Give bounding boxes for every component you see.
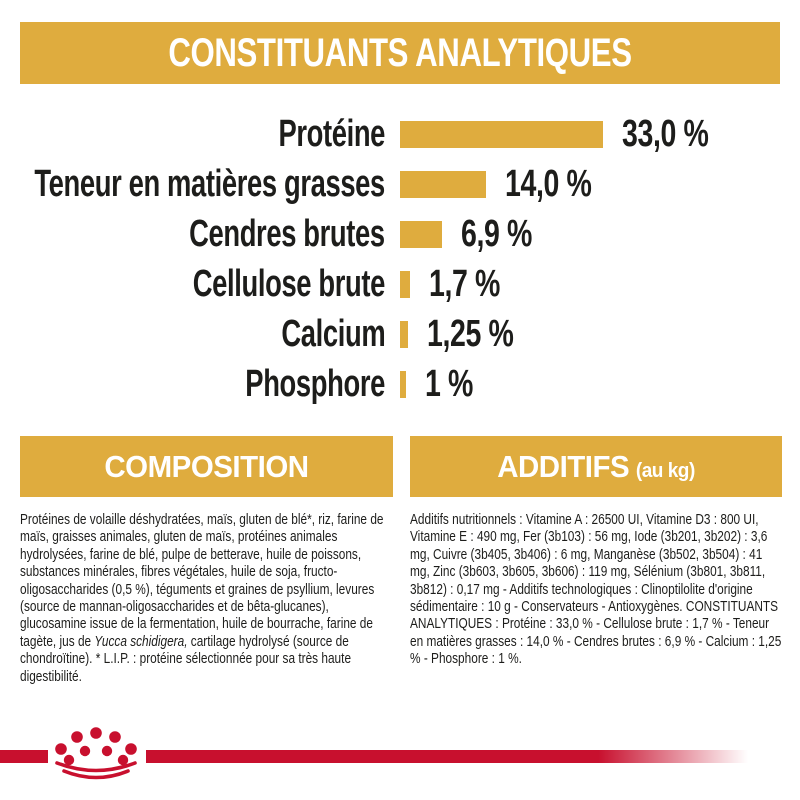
chart-bar	[400, 321, 408, 348]
chart-row	[0, 109, 800, 159]
composition-text-part2: cartilage hydrolysé (source de chondroïtine). * L.I.P. : protéine sélectionnée pour sa très haute digestibilité.	[20, 632, 352, 685]
chart-row	[0, 259, 800, 309]
chart-row-label: Phosphore	[245, 362, 385, 405]
composition-title: COMPOSITION	[104, 448, 309, 484]
chart-row-value: 14,0 %	[505, 162, 592, 205]
additives-title: ADDITIFS	[497, 448, 630, 484]
chart-row-value: 1,7 %	[429, 262, 501, 305]
info-columns	[0, 436, 800, 685]
chart-row-value: 1,25 %	[426, 312, 514, 355]
additives-banner	[410, 436, 782, 497]
chart-row	[0, 309, 800, 359]
composition-text-part1: Protéines de volaille déshydratées, maïs, gluten de blé*, riz, farine de maïs, graisses animales, gluten de maïs, protéines animales hydrolysées, farine de blé, pulpe de betterave, huile de poissons, substances minérales, fibres végétales, huile de soja, fructo-oligosaccharides (0,5 %), téguments et graines de psyllium, levures (source de mannan-oligosaccharides et de bêta-glucanes), glucosamine issue de la fermentation, huile de bourrache, farine de tagète, jus de	[20, 511, 384, 650]
additives-text: Additifs nutritionnels : Vitamine A : 26500 UI, Vitamine D3 : 800 UI, Vitamine E : 490 mg, Fer (3b103) : 56 mg, Iode (3b201, 3b202) : 3,6 mg, Cuivre (3b405, 3b406) : 6 mg, Manganèse (3b502, 3b504) : 41 mg, Zinc (3b603, 3b605, 3b606) : 119 mg, Sélénium (3b801, 3b811, 3b812) : 0,17 mg - Additifs technologiques : Clinoptilolite d'origine sédimentaire : 10 g - Conservateurs - Antioxygènes. CONSTITUANTS ANALYTIQUES : Protéine : 33,0 % - Cellulose brute : 1,7 % - Teneur en matières grasses : 14,0 % - Cendres brutes : 6,9 % - Calcium : 1,25 % - Phosphore : 1 %.	[410, 511, 782, 668]
chart-bar	[400, 271, 410, 298]
royal-canin-crown-icon	[52, 724, 140, 782]
chart-row-label: Calcium	[281, 312, 385, 355]
composition-text-latin-name: Yucca schidigera,	[94, 632, 188, 650]
chart-row-label: Protéine	[278, 112, 385, 155]
analytical-constituents-chart	[0, 109, 800, 409]
chart-row	[0, 159, 800, 209]
chart-row	[0, 359, 800, 409]
chart-bar	[400, 221, 442, 248]
chart-bar	[400, 121, 603, 148]
composition-banner	[20, 436, 393, 497]
chart-row-label: Cendres brutes	[189, 212, 385, 255]
chart-row-value: 6,9 %	[461, 212, 533, 255]
chart-bar	[400, 171, 486, 198]
chart-row	[0, 209, 800, 259]
analytical-constituents-title: CONSTITUANTS ANALYTIQUES	[168, 30, 632, 75]
chart-row-value: 33,0 %	[621, 112, 709, 155]
additives-title-unit: (au kg)	[635, 459, 695, 482]
analytical-constituents-banner	[20, 22, 780, 84]
composition-section	[20, 436, 393, 685]
chart-row-label: Cellulose brute	[192, 262, 385, 305]
chart-row-value: 1 %	[425, 362, 474, 405]
additives-section	[410, 436, 782, 685]
chart-row-label: Teneur en matières grasses	[34, 162, 385, 205]
composition-text	[20, 511, 393, 685]
chart-bar	[400, 371, 406, 398]
